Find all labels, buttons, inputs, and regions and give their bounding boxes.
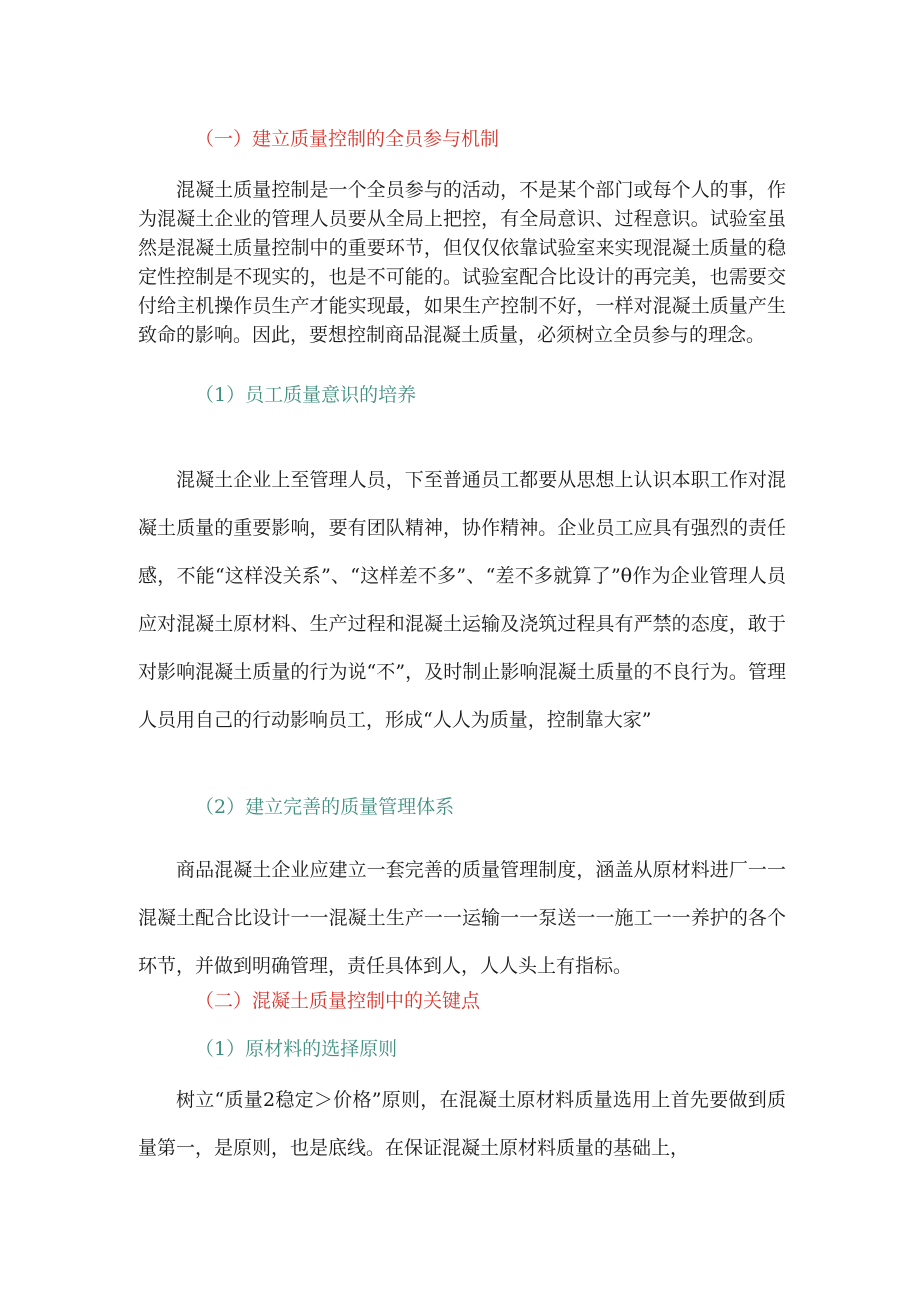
paragraph-2: 混凝土企业上至管理人员，下至普通员工都要从思想上认识本职工作对混凝土质量的重要影响，要有团队精神，协作精神。企业员工应具有强烈的责任感，不能“这样没关系”、“这样差不多”、“差不多就算了”θ作为企业管理人员应对混凝土原材料、生产过程和混凝土运输及浇筑过程具有严禁的态度，敢于对影响混凝土质量的行为说“不”，及时制止影响混凝土质量的不良行为。管理人员用自己的行动影响员工，形成“人人为质量，控制靠大家” bbox=[138, 469, 786, 731]
section-heading-1: （一）建立质量控制的全员参与机制 bbox=[195, 128, 500, 150]
paragraph-1: 混凝土质量控制是一个全员参与的活动，不是某个部门或每个人的事，作为混凝土企业的管理人员要从全局上把控，有全局意识、过程意识。试验室虽然是混凝土质量控制中的重要环节，但仅仅依靠试验室来实现混凝土质量的稳定性控制是不现实的，也是不可能的。试验室配合比设计的再完美，也需要交付给主机操作员生产才能实现最，如果生产控制不好，一样对混凝土质量产生致命的影响。因此，要想控制商品混凝土质量，必须树立全员参与的理念。 bbox=[138, 179, 786, 346]
subheading-1: （1）员工质量意识的培养 bbox=[195, 384, 417, 406]
section-heading-2: （二）混凝土质量控制中的关键点 bbox=[195, 990, 481, 1012]
paragraph-4: 树立“质量2稳定＞价格”原则，在混凝土原材料质量选用上首先要做到质量第一，是原则，也是底线。在保证混凝土原材料质量的基础上， bbox=[138, 1089, 786, 1159]
paragraph-3: 商品混凝土企业应建立一套完善的质量管理制度，涵盖从原材料进厂一一混凝土配合比设计一一混凝土生产一一运输一一泵送一一施工一一养护的各个环节，并做到明确管理，责任具体到人，人人头上有指标。 bbox=[138, 859, 786, 977]
subheading-2: （2）建立完善的质量管理体系 bbox=[195, 796, 455, 818]
subheading-3: （1）原材料的选择原则 bbox=[195, 1038, 398, 1060]
